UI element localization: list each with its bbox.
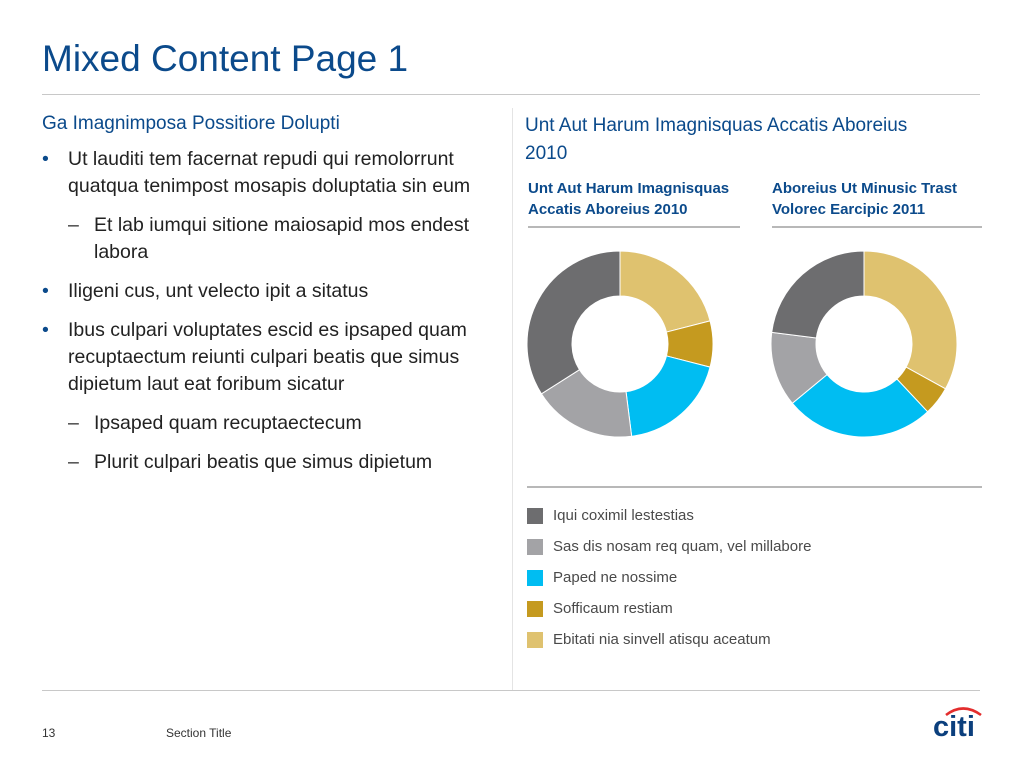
chart-title-underline-2010 bbox=[528, 226, 740, 228]
page-number: 13 bbox=[42, 726, 56, 740]
bullet-dash-icon: – bbox=[68, 412, 79, 434]
bullet-dot-icon: • bbox=[42, 319, 49, 341]
bullet-item bbox=[42, 317, 497, 398]
chart-legend bbox=[527, 500, 811, 655]
bullet-text: Ipsaped quam recuptaectecum bbox=[94, 412, 362, 434]
legend-item bbox=[527, 562, 811, 593]
legend-item bbox=[527, 531, 811, 562]
legend-label: Paped ne nossime bbox=[553, 569, 678, 586]
bullet-dash-icon: – bbox=[68, 214, 79, 236]
bullet-text: Ibus culpari voluptates escid es ipsaped quam recuptaectum reiunti culpari beatis que simus dipietum laut eat foribum sicatur bbox=[68, 319, 467, 395]
legend-label: Iqui coximil lestestias bbox=[553, 507, 694, 524]
bullet-item bbox=[42, 146, 497, 200]
donut-slice-2011-4 bbox=[864, 251, 957, 389]
legend-swatch bbox=[527, 632, 543, 648]
bullet-text: Plurit culpari beatis que simus dipietum bbox=[94, 451, 433, 473]
bullet-text: Iligeni cus, unt velecto ipit a sitatus bbox=[68, 280, 369, 302]
legend-item bbox=[527, 593, 811, 624]
legend-swatch bbox=[527, 570, 543, 586]
citi-logo bbox=[930, 700, 986, 740]
legend-label: Sas dis nosam req quam, vel millabore bbox=[553, 538, 812, 555]
chart-title-2010: Unt Aut Harum Imagnisquas Accatis Aboreius 2010 bbox=[528, 180, 730, 218]
legend-item bbox=[527, 500, 811, 531]
bullet-list bbox=[42, 146, 497, 476]
legend-item bbox=[527, 624, 811, 655]
left-column bbox=[42, 112, 497, 488]
sub-bullet-item bbox=[42, 410, 497, 437]
legend-swatch bbox=[527, 508, 543, 524]
donut-slice-2010-2 bbox=[626, 356, 710, 436]
right-heading: Unt Aut Harum Imagnisquas Accatis Aboreius 2010 bbox=[525, 115, 908, 164]
sub-bullet-item bbox=[42, 449, 497, 476]
bullet-dot-icon: • bbox=[42, 148, 49, 170]
bullet-dot-icon: • bbox=[42, 280, 49, 302]
donut-slice-2011-0 bbox=[772, 251, 864, 338]
logo-wordmark: citi bbox=[933, 711, 975, 740]
chart-title-2011: Aboreius Ut Minusic Trast Volorec Earcipic 2011 bbox=[772, 180, 958, 218]
legend-swatch bbox=[527, 601, 543, 617]
donut-slice-2010-4 bbox=[620, 251, 710, 332]
legend-label: Sofficaum restiam bbox=[553, 600, 673, 617]
donut-slice-2010-0 bbox=[527, 251, 620, 394]
bullet-text: Ut lauditi tem facernat repudi qui remolorrunt quatqua tenimpost mosapis doluptatia sin eum bbox=[68, 148, 471, 197]
bullet-item bbox=[42, 278, 497, 305]
bullet-dash-icon: – bbox=[68, 451, 79, 473]
section-title: Section Title bbox=[166, 726, 232, 740]
donut-2010 bbox=[527, 251, 713, 437]
donut-charts bbox=[514, 238, 986, 454]
column-divider bbox=[512, 108, 513, 690]
chart-title-underline-2011 bbox=[772, 226, 982, 228]
legend-swatch bbox=[527, 539, 543, 555]
sub-bullet-item bbox=[42, 212, 497, 266]
donut-2011 bbox=[771, 251, 957, 437]
footer-divider bbox=[42, 690, 980, 691]
bullet-text: Et lab iumqui sitione maiosapid mos endest labora bbox=[94, 214, 470, 263]
legend-divider bbox=[527, 486, 982, 488]
legend-label: Ebitati nia sinvell atisqu aceatum bbox=[553, 631, 771, 648]
left-heading: Ga Imagnimposa Possitiore Dolupti bbox=[42, 113, 340, 134]
page-title: Mixed Content Page 1 bbox=[42, 38, 409, 79]
title-divider bbox=[42, 94, 980, 95]
